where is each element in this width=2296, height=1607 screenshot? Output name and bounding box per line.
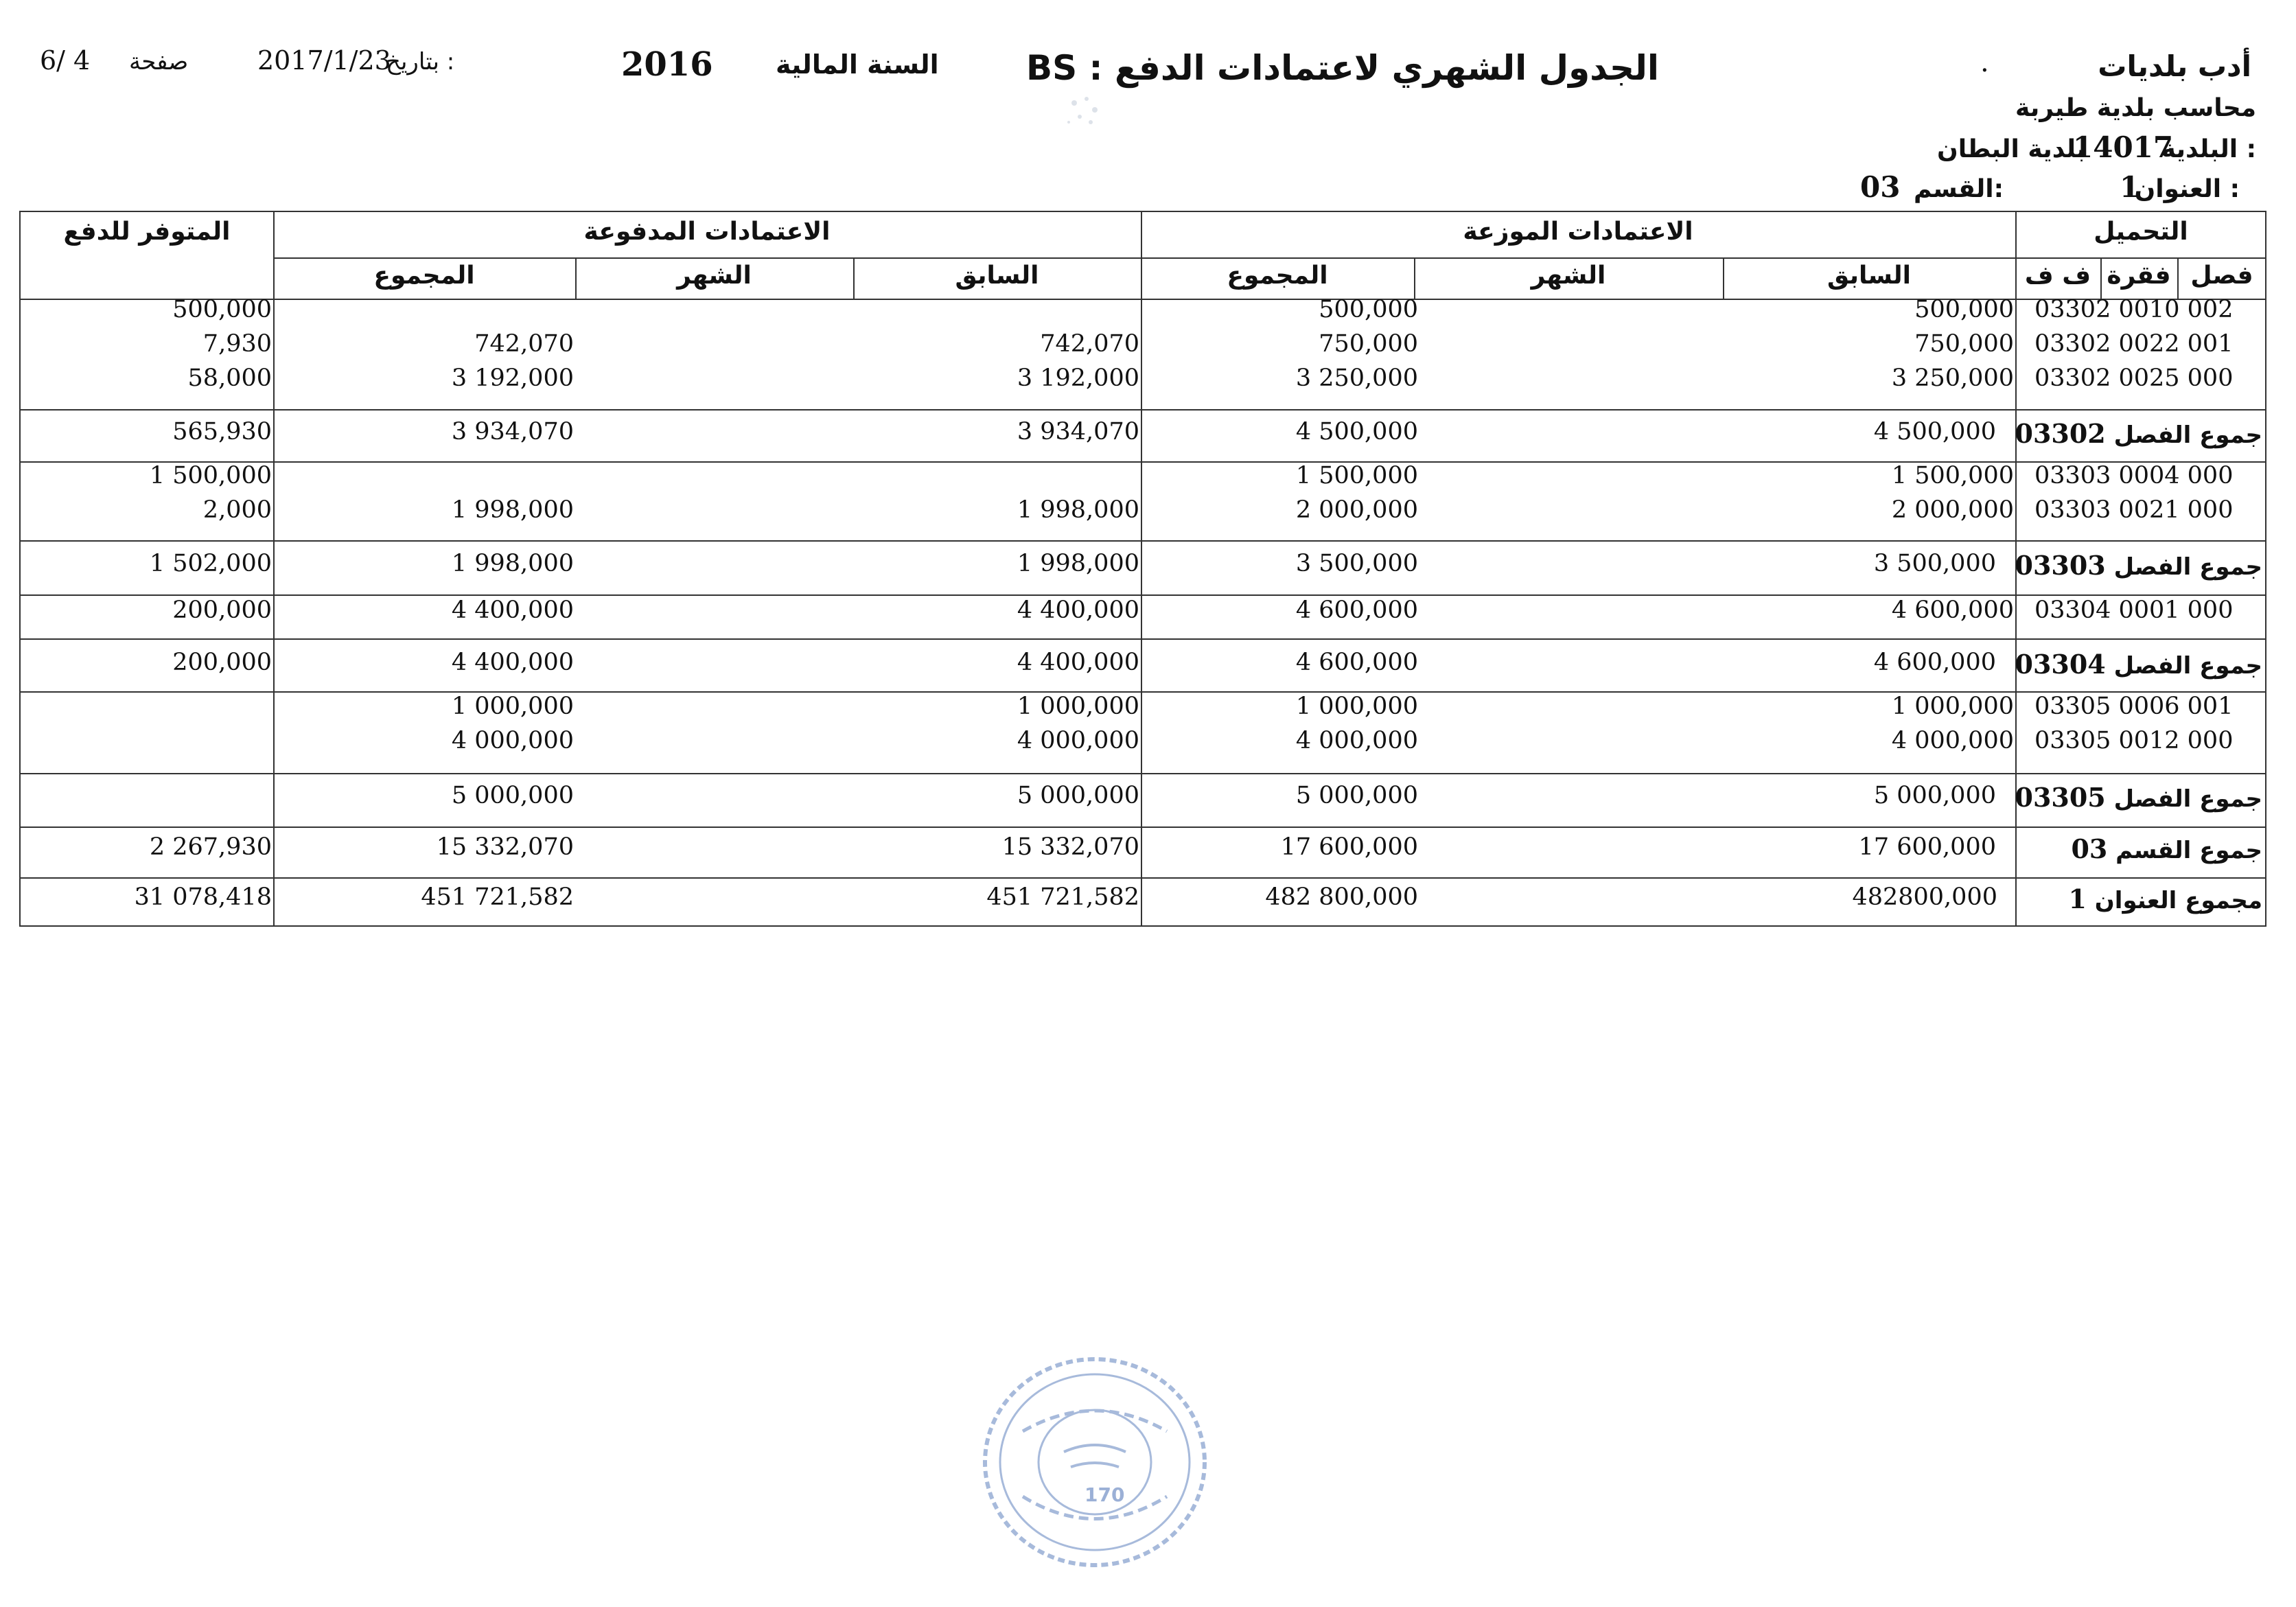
cell-available: 2 267,930: [149, 833, 272, 861]
cell-dist-total: 5 000,000: [1295, 782, 1418, 809]
row-code: 03303 0021 000: [2034, 496, 2234, 524]
cell-dist-total: 482 800,000: [1265, 883, 1418, 911]
cell-dist-prev: 482800,000: [1852, 883, 1997, 911]
cell-dist-total: 4 600,000: [1295, 649, 1418, 676]
cell-dist-prev: 4 600,000: [1873, 649, 1996, 676]
cell-paid-total: 4 400,000: [451, 597, 574, 624]
chapter-total-label: جموع الفصل 03303: [2015, 550, 2262, 581]
accountant-name: محاسب بلدية طيربة: [2015, 94, 2256, 122]
cell-paid-total: 3 934,070: [451, 418, 574, 446]
cell-paid-total: 15 332,070: [436, 833, 574, 861]
payment-credits-table: [19, 211, 2266, 927]
cell-dist-total: 2 000,000: [1295, 496, 1418, 524]
cell-paid-total: 5 000,000: [451, 782, 574, 809]
cell-paid-prev: 15 332,070: [1001, 833, 1139, 861]
cell-dist-total: 4 000,000: [1295, 727, 1418, 754]
cell-paid-prev: 1 998,000: [1017, 496, 1139, 524]
cell-paid-total: 451 721,582: [421, 883, 574, 911]
col-dist-total: المجموع: [1227, 262, 1328, 290]
cell-available: 1 502,000: [149, 550, 272, 577]
cell-dist-total: 750,000: [1319, 330, 1418, 358]
cell-dist-total: 500,000: [1319, 296, 1418, 323]
municipality-code: 14017: [2073, 130, 2174, 164]
cell-available: 200,000: [172, 649, 272, 676]
cell-paid-total: 1 000,000: [451, 693, 574, 720]
section-total-label: جموع القسم 03: [2071, 833, 2262, 864]
org-name: أدب بلديات: [2098, 49, 2251, 83]
cell-available: 31 078,418: [134, 883, 272, 911]
page-title: BS : الجدول الشهري لاعتمادات الدفع: [1026, 48, 1660, 88]
cell-paid-total: 1 998,000: [451, 550, 574, 577]
cell-paid-prev: 3 192,000: [1017, 365, 1139, 392]
col-dist-prev: السابق: [1827, 262, 1911, 290]
official-seal-icon: [975, 1349, 1215, 1575]
seal-number: 170: [1085, 1483, 1125, 1506]
cell-paid-prev: 4 400,000: [1017, 649, 1139, 676]
col-available-header: المتوفر للدفع: [63, 218, 231, 246]
cell-dist-total: 3 250,000: [1295, 365, 1418, 392]
cell-available: 500,000: [172, 296, 272, 323]
chapter-total-label: جموع الفصل 03304: [2015, 649, 2262, 680]
cell-dist-prev: 4 500,000: [1873, 418, 1996, 446]
page-label: صفحة: [129, 48, 189, 76]
col-imputation-header: التحميل: [2094, 218, 2188, 246]
cell-dist-total: 1 500,000: [1295, 462, 1418, 489]
col-chapter: فصل: [2190, 262, 2253, 290]
col-paid-month: الشهر: [677, 262, 752, 290]
cell-dist-prev: 4 600,000: [1891, 597, 2014, 624]
col-paid-total: المجموع: [373, 262, 475, 290]
col-sub-article: ف ف: [2024, 262, 2091, 290]
cell-available: 565,930: [172, 418, 272, 446]
cell-paid-prev: 742,070: [1040, 330, 1139, 358]
cell-paid-total: 742,070: [474, 330, 574, 358]
chapter-total-label: جموع الفصل 03302: [2015, 418, 2262, 449]
fiscal-year-label: السنة المالية: [776, 49, 939, 80]
cell-available: 1 500,000: [149, 462, 272, 489]
cell-dist-total: 4 500,000: [1295, 418, 1418, 446]
fiscal-year: 2016: [621, 45, 713, 84]
cell-paid-prev: 3 934,070: [1017, 418, 1139, 446]
cell-dist-total: 17 600,000: [1280, 833, 1418, 861]
cell-paid-prev: 1 998,000: [1017, 550, 1139, 577]
cell-dist-prev: 3 500,000: [1873, 550, 1996, 577]
title-total-label: مجموع العنوان 1: [2068, 883, 2262, 914]
cell-paid-prev: 451 721,582: [986, 883, 1139, 911]
cell-available: 200,000: [172, 597, 272, 624]
cell-dist-prev: 5 000,000: [1873, 782, 1996, 809]
municipality-label: البلدية :: [2161, 135, 2256, 163]
title-number: 1: [2120, 170, 2140, 204]
cell-paid-total: 4 400,000: [451, 649, 574, 676]
col-article: فقرة: [2107, 262, 2171, 290]
cell-dist-prev: 750,000: [1914, 330, 2014, 358]
row-code: 03302 0025 000: [2034, 365, 2234, 392]
smudge-mark: [1060, 89, 1109, 130]
cell-paid-total: 4 000,000: [451, 727, 574, 754]
municipality-name: بلدية البطان: [1937, 135, 2086, 163]
row-code: 03303 0004 000: [2034, 462, 2234, 489]
col-distributed-header: الاعتمادات الموزعة: [1463, 218, 1693, 246]
cell-dist-prev: 17 600,000: [1858, 833, 1996, 861]
cell-dist-prev: 1 500,000: [1891, 462, 2014, 489]
cell-available: 7,930: [202, 330, 272, 358]
cell-paid-total: 3 192,000: [451, 365, 574, 392]
cell-dist-prev: 4 000,000: [1891, 727, 2014, 754]
cell-dist-total: 1 000,000: [1295, 693, 1418, 720]
row-code: 03305 0006 001: [2034, 693, 2234, 720]
row-code: 03302 0022 001: [2034, 330, 2234, 358]
cell-dist-prev: 2 000,000: [1891, 496, 2014, 524]
col-paid-header: الاعتمادات المدفوعة: [583, 218, 831, 246]
cell-available: 2,000: [202, 496, 272, 524]
cell-dist-total: 3 500,000: [1295, 550, 1418, 577]
row-code: 03302 0010 002: [2034, 296, 2234, 323]
section-number: 03: [1860, 170, 1901, 204]
page-number: 6/ 4: [40, 45, 91, 76]
row-code: 03305 0012 000: [2034, 727, 2234, 754]
cell-paid-prev: 4 000,000: [1017, 727, 1139, 754]
cell-paid-prev: 4 400,000: [1017, 597, 1139, 624]
section-label: القسم:: [1914, 175, 2004, 203]
cell-dist-prev: 500,000: [1914, 296, 2014, 323]
cell-dist-prev: 3 250,000: [1891, 365, 2014, 392]
cell-paid-total: 1 998,000: [451, 496, 574, 524]
date-label: بتاريخ :: [386, 48, 455, 76]
chapter-total-label: جموع الفصل 03305: [2015, 782, 2262, 813]
org-dot: .: [1980, 47, 1989, 78]
title-number-label: العنوان :: [2134, 175, 2240, 203]
cell-paid-prev: 1 000,000: [1017, 693, 1139, 720]
col-paid-prev: السابق: [955, 262, 1039, 290]
col-dist-month: الشهر: [1531, 262, 1606, 290]
cell-paid-prev: 5 000,000: [1017, 782, 1139, 809]
print-date: 2017/1/23: [257, 45, 391, 76]
cell-dist-total: 4 600,000: [1295, 597, 1418, 624]
cell-dist-prev: 1 000,000: [1891, 693, 2014, 720]
row-code: 03304 0001 000: [2034, 597, 2234, 624]
cell-available: 58,000: [187, 365, 272, 392]
